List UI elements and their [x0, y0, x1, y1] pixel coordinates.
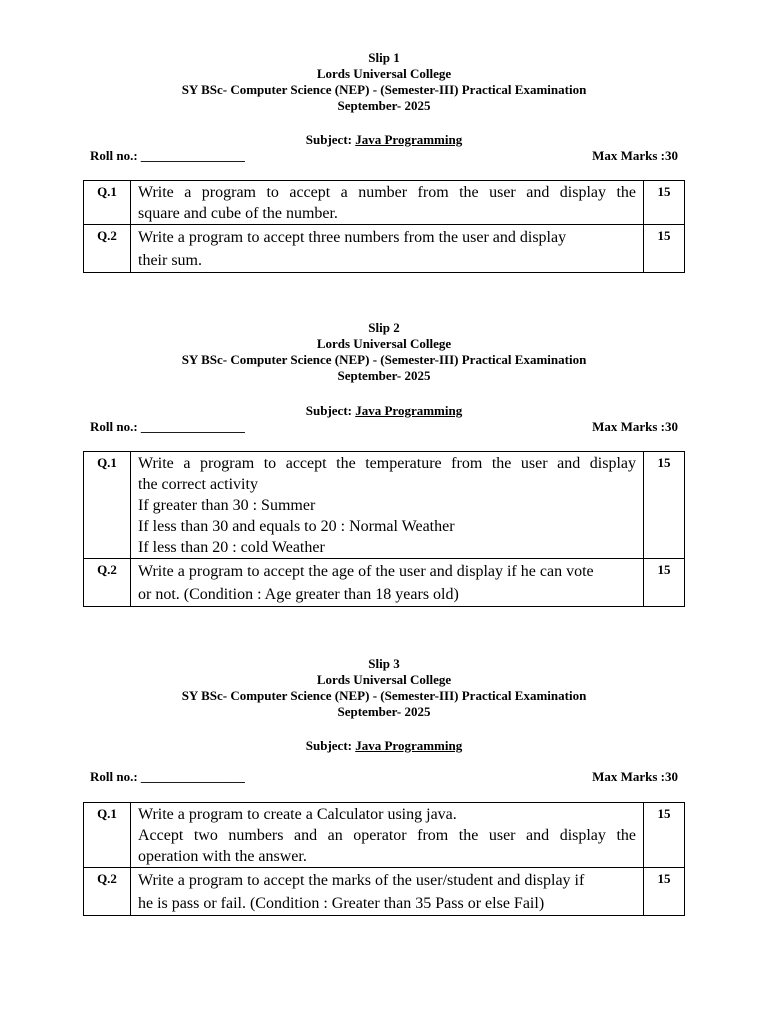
max-marks: Max Marks :30 [592, 148, 678, 163]
roll-number-field: Roll no.: ________________ [90, 419, 245, 434]
question-line: Write a program to accept the temperature from the user and display [138, 455, 636, 472]
slip-label: Slip 3 [368, 656, 400, 671]
slip-2 [0, 320, 768, 384]
slip-label: Slip 2 [368, 320, 400, 335]
max-marks: Max Marks :30 [592, 419, 678, 434]
slip-label: Slip 1 [368, 50, 400, 65]
question-line: Accept two numbers and an operator from the user and display the [138, 827, 636, 844]
roll-number-field: Roll no.: ________________ [90, 148, 245, 163]
question-row [84, 225, 685, 273]
subject-label: Subject: [305, 132, 352, 147]
max-marks: Max Marks :30 [592, 769, 678, 784]
question-line: Write a program to accept the marks of the user/student and display if [138, 872, 585, 889]
question-row [84, 868, 685, 916]
question-number: Q.2 [84, 559, 131, 607]
question-line: If less than 20 : cold Weather [138, 539, 325, 556]
question-number: Q.2 [84, 225, 131, 273]
roll-number-field: Roll no.: ________________ [90, 769, 245, 784]
subject-line [0, 403, 768, 419]
slip-1 [0, 50, 768, 114]
question-marks: 15 [644, 559, 685, 607]
question-line: Write a program to accept the age of the user and display if he can vote [138, 563, 594, 580]
course-title: SY BSc- Computer Science (NEP) - (Semester-III) Practical Examination [181, 352, 587, 367]
slip-3 [0, 656, 768, 720]
question-line: he is pass or fail. (Condition : Greater than 35 Pass or else Fail) [138, 895, 545, 912]
question-text [131, 803, 644, 868]
question-text [131, 452, 644, 559]
subject-value: Java Programming [355, 132, 463, 147]
question-number: Q.1 [84, 181, 131, 225]
course-title: SY BSc- Computer Science (NEP) - (Semester-III) Practical Examination [181, 82, 587, 97]
question-row [84, 803, 685, 868]
subject-label: Subject: [305, 738, 352, 753]
question-line: Write a program to create a Calculator using java. [138, 806, 457, 823]
question-text [131, 868, 644, 916]
question-row [84, 181, 685, 225]
subject-line [0, 738, 768, 754]
question-text [131, 559, 644, 607]
question-line: Write a program to accept three numbers from the user and display [138, 229, 567, 246]
question-marks: 15 [644, 803, 685, 868]
question-line: If less than 30 and equals to 20 : Normal Weather [138, 518, 455, 535]
question-table [83, 451, 685, 607]
question-row [84, 559, 685, 607]
college-name: Lords Universal College [316, 672, 452, 687]
exam-date: September- 2025 [337, 98, 431, 113]
question-text [131, 181, 644, 225]
subject-value: Java Programming [355, 403, 463, 418]
course-title: SY BSc- Computer Science (NEP) - (Semester-III) Practical Examination [181, 688, 587, 703]
college-name: Lords Universal College [316, 66, 452, 81]
question-text [131, 225, 644, 273]
question-line: If greater than 30 : Summer [138, 497, 316, 514]
question-number: Q.1 [84, 452, 131, 559]
question-row [84, 452, 685, 559]
exam-date: September- 2025 [337, 368, 431, 383]
exam-date: September- 2025 [337, 704, 431, 719]
question-line: the correct activity [138, 476, 258, 493]
question-marks: 15 [644, 181, 685, 225]
question-line: square and cube of the number. [138, 205, 338, 222]
question-line: or not. (Condition : Age greater than 18 years old) [138, 586, 459, 603]
question-table [83, 802, 685, 916]
college-name: Lords Universal College [316, 336, 452, 351]
subject-label: Subject: [305, 403, 352, 418]
question-number: Q.1 [84, 803, 131, 868]
question-line: their sum. [138, 252, 202, 269]
question-line: operation with the answer. [138, 848, 307, 865]
question-marks: 15 [644, 868, 685, 916]
question-line: Write a program to accept a number from the user and display the [138, 184, 636, 201]
subject-line [0, 132, 768, 148]
question-marks: 15 [644, 225, 685, 273]
question-marks: 15 [644, 452, 685, 559]
question-table [83, 180, 685, 273]
subject-value: Java Programming [355, 738, 463, 753]
question-number: Q.2 [84, 868, 131, 916]
